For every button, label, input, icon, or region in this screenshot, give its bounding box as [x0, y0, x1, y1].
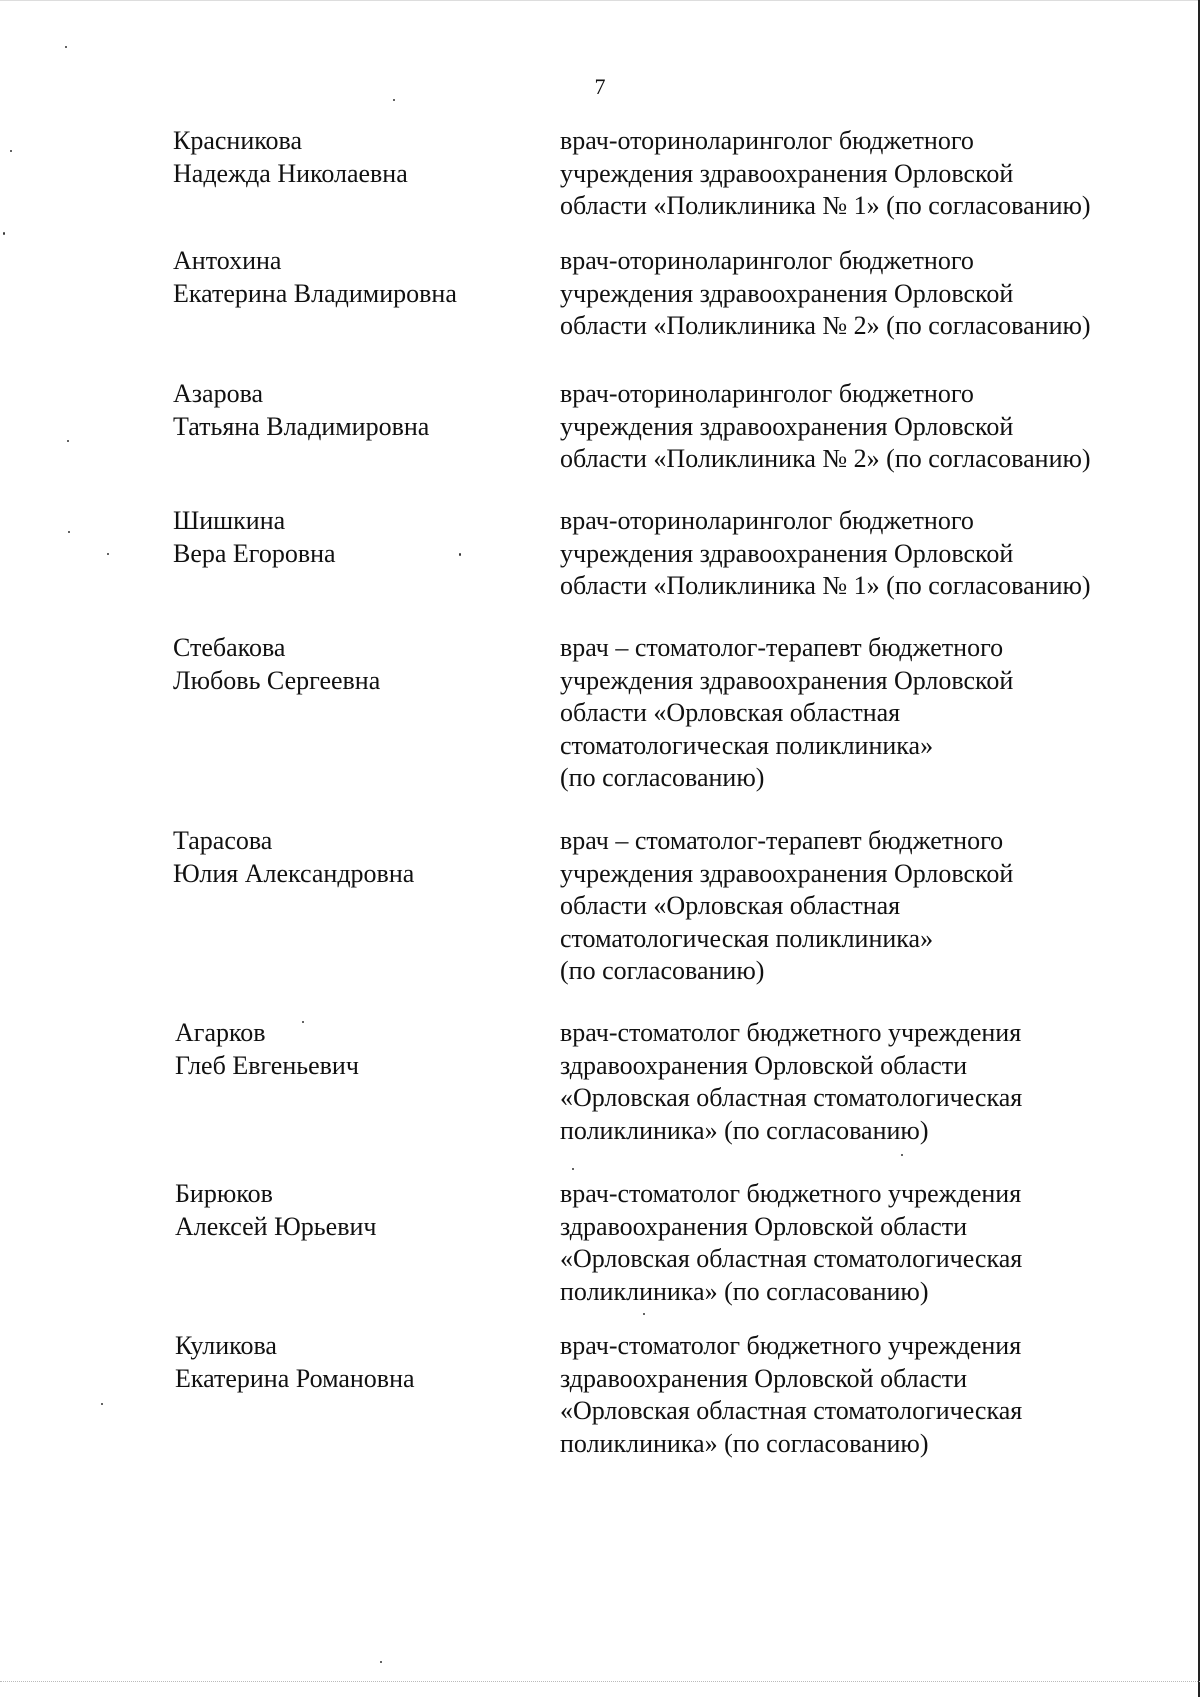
scan-speck — [68, 531, 70, 533]
member-position-line: области «Орловская областная — [560, 891, 901, 920]
member-position-line: врач-оториноларинголог бюджетного — [560, 506, 974, 535]
scan-speck — [643, 1313, 645, 1315]
member-position — [560, 378, 1180, 476]
member-name — [175, 1330, 535, 1395]
member-position-line: (по согласованию) — [560, 956, 765, 985]
member-position-line: врач-стоматолог бюджетного учреждения — [560, 1018, 1022, 1047]
member-position-line: здравоохранения Орловской области — [560, 1050, 968, 1080]
member-given-names: Надежда Николаевна — [173, 158, 408, 188]
member-position — [560, 825, 1180, 988]
member-surname: Шишкина — [173, 506, 286, 535]
member-position-line: стоматологическая поликлиника» — [560, 730, 934, 760]
member-position-line: здравоохранения Орловской области — [560, 1363, 968, 1393]
member-given-names: Екатерина Романовна — [175, 1363, 415, 1393]
member-position-line: поликлиника» (по согласованию) — [560, 1276, 929, 1306]
member-position-line: области «Поликлиника № 1» (по согласованию) — [560, 571, 1091, 600]
member-given-names: Глеб Евгеньевич — [175, 1050, 359, 1080]
member-position-line: врач – стоматолог-терапевт бюджетного — [560, 633, 1004, 662]
member-name — [173, 245, 533, 310]
member-position-line: «Орловская областная стоматологическая — [560, 1083, 1023, 1112]
scan-speck — [572, 1168, 574, 1170]
member-position-line: стоматологическая поликлиника» — [560, 923, 934, 953]
member-surname: Красникова — [173, 126, 303, 155]
member-position-line: врач – стоматолог-терапевт бюджетного — [560, 826, 1004, 855]
member-surname: Азарова — [173, 379, 264, 408]
member-position-line: врач-оториноларинголог бюджетного — [560, 126, 974, 155]
scan-speck — [10, 150, 12, 152]
member-position-line: области «Поликлиника № 1» (по согласованию) — [560, 191, 1091, 220]
scan-edge-bottom — [0, 1681, 1200, 1683]
member-surname: Бирюков — [175, 1179, 273, 1208]
member-position — [560, 1017, 1180, 1147]
scan-speck — [101, 1403, 103, 1405]
member-position — [560, 125, 1180, 223]
member-name — [173, 632, 533, 697]
member-position-line: учреждения здравоохранения Орловской — [560, 858, 1014, 888]
member-name — [173, 378, 533, 443]
member-given-names: Екатерина Владимировна — [173, 278, 457, 308]
member-name — [175, 1178, 535, 1243]
member-position-line: «Орловская областная стоматологическая — [560, 1396, 1023, 1425]
member-name — [173, 505, 533, 570]
member-position-line: врач-стоматолог бюджетного учреждения — [560, 1331, 1022, 1360]
member-position-line: поликлиника» (по согласованию) — [560, 1115, 929, 1145]
member-position-line: (по согласованию) — [560, 763, 765, 792]
member-position — [560, 1330, 1180, 1460]
member-name — [175, 1017, 535, 1082]
scan-speck — [901, 1154, 903, 1156]
member-given-names: Юлия Александровна — [173, 858, 415, 888]
member-position-line: учреждения здравоохранения Орловской — [560, 158, 1014, 188]
scan-speck — [107, 553, 109, 555]
member-given-names: Любовь Сергеевна — [173, 665, 381, 695]
member-position-line: области «Поликлиника № 2» (по согласованию) — [560, 311, 1091, 340]
member-given-names: Алексей Юрьевич — [175, 1211, 377, 1241]
scan-speck — [67, 440, 69, 442]
member-position-line: учреждения здравоохранения Орловской — [560, 411, 1014, 441]
scan-speck — [380, 1661, 382, 1663]
member-position-line: учреждения здравоохранения Орловской — [560, 665, 1014, 695]
member-position — [560, 632, 1180, 795]
member-position-line: врач-оториноларинголог бюджетного — [560, 379, 974, 408]
member-position — [560, 505, 1180, 603]
scan-edge-top — [0, 0, 1200, 1]
member-position-line: учреждения здравоохранения Орловской — [560, 538, 1014, 568]
member-position-line: врач-оториноларинголог бюджетного — [560, 246, 974, 275]
member-position — [560, 1178, 1180, 1308]
member-position-line: «Орловская областная стоматологическая — [560, 1244, 1023, 1273]
member-surname: Тарасова — [173, 826, 273, 855]
member-position — [560, 245, 1180, 343]
member-position-line: области «Поликлиника № 2» (по согласованию) — [560, 444, 1091, 473]
member-surname: Агарков — [175, 1018, 266, 1047]
member-surname: Стебакова — [173, 633, 286, 662]
member-position-line: врач-стоматолог бюджетного учреждения — [560, 1179, 1022, 1208]
page-number: 7 — [594, 74, 606, 99]
member-position-line: области «Орловская областная — [560, 698, 901, 727]
scan-speck — [65, 46, 67, 48]
member-surname: Антохина — [173, 246, 282, 275]
member-surname: Куликова — [175, 1331, 277, 1360]
member-given-names: Татьяна Владимировна — [173, 411, 430, 441]
member-position-line: учреждения здравоохранения Орловской — [560, 278, 1014, 308]
member-name — [173, 825, 533, 890]
member-position-line: здравоохранения Орловской области — [560, 1211, 968, 1241]
member-name — [173, 125, 533, 190]
member-position-line: поликлиника» (по согласованию) — [560, 1428, 929, 1458]
member-given-names: Вера Егоровна — [173, 538, 336, 568]
scan-speck — [3, 232, 5, 235]
